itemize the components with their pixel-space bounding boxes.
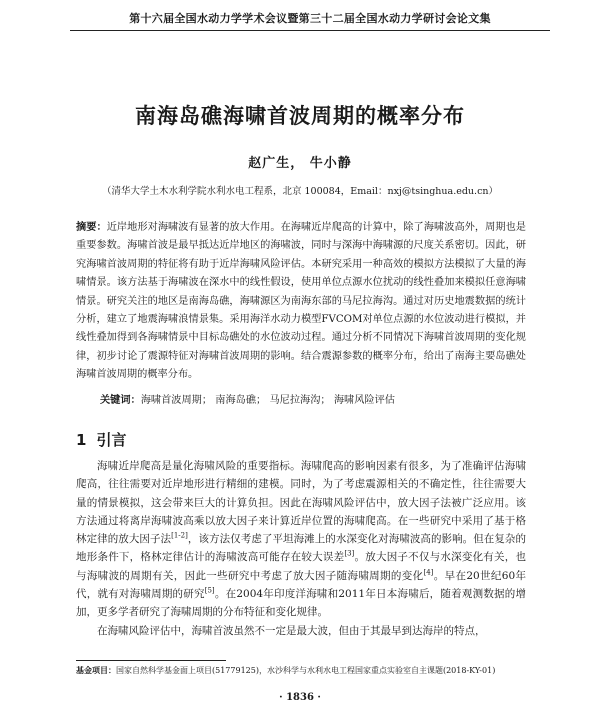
paper-title: 南海岛礁海啸首波周期的概率分布 — [135, 104, 465, 128]
p1-text-e: 。在2004年印度洋海啸和2011年日本海啸后，随着观测数据的增加，更多学者研究了海啸周期的分布特征和变化规律。 — [76, 588, 526, 619]
paper-affiliation: （清华大学土木水利学院水利水电工程系，北京 100084，Email：nxj@tsinghua.edu.cn） — [101, 186, 499, 197]
citation-2: [3] — [344, 549, 355, 558]
running-header: 第十六届全国水动力学学术会议暨第三十二届全国水动力学研讨会论文集 — [129, 12, 491, 25]
p1-text-a: 海啸近岸爬高是量化海啸风险的重要指标。海啸爬高的影响因素有很多，为了准确评估海啸爬高，往往需要对近岸地形进行精细的建模。同时，为了考虑震源相关的不确定性，往往需要大量的情景模拟，这会带来巨大的计算负担。因此在海啸风险评估中，放大因子法被广泛应用。该方法通过将离岸海啸波高乘以放大因子来计算近岸位置的海啸爬高。在一些研究中采用了基于格林定律的放大因子法 — [76, 460, 526, 546]
citation-4: [5] — [204, 586, 215, 595]
section-heading — [76, 429, 126, 450]
footnote-text: 国家自然科学基金面上项目(51779125)，水沙科学与水利水电工程国家重点实验室自主课题(2018-KY-01) — [116, 666, 496, 675]
header-rule — [70, 30, 550, 31]
abstract — [76, 218, 526, 385]
page-number: · 1836 · — [279, 692, 321, 703]
footnote-rule — [76, 660, 226, 661]
footnote-label: 基金项目： — [76, 665, 116, 675]
citation-1: [1-2] — [171, 531, 188, 540]
keywords-label: 关键词： — [100, 394, 141, 406]
p1-text-c: 。放大因子不仅与水深变化有关，也与海啸波的周期有关，因此一些研究中考虑了放大因子随海啸周期的变化 — [76, 551, 527, 582]
footnote — [76, 665, 526, 676]
section-title: 引言 — [96, 431, 127, 449]
paragraph-2: 在海啸风险评估中，海啸首波虽然不一定是最大波，但由于其最早到达海岸的特点， — [97, 624, 486, 637]
p1-text-b: ，该方法仅考虑了平坦海滩上的水深变化对海啸波高的影响。但在复杂的地形条件下，格林定律估计的海啸波高可能存在较大误差 — [76, 533, 527, 564]
citation-3: [4] — [423, 568, 434, 577]
abstract-label: 摘要： — [76, 221, 107, 233]
keywords-text: 海啸首波周期； 南海岛礁； 马尼拉海沟； 海啸风险评估 — [140, 395, 395, 406]
body-text — [76, 457, 526, 640]
abstract-text: 近岸地形对海啸波有显著的放大作用。在海啸近岸爬高的计算中，除了海啸波高外，周期也是重要参数。海啸首波是最早抵达近岸地区的海啸波，同时与深海中海啸源的尺度关系密切。因此，研究海啸首波周期的特征将有助于近岸海啸风险评估。本研究采用一种高效的模拟方法模拟了大量的海啸情景。该方法基于海啸波在深水中的线性假设，使用单位点源水位扰动的线性叠加来模拟任意海啸情景。研究关注的地区是南海岛礁，海啸源区为南海东部的马尼拉海沟。通过对历史地震数据的统计分析，建立了地震海啸浪情景集。采用海洋水动力模型FVCOM对单位点源的水位波动进行模拟，并线性叠加得到各海啸情景中目标岛礁处的水位波动过程。通过分析不同情况下海啸首波周期的变化规律，初步讨论了震源特征对海啸首波周期的影响。结合震源参数的概率分布，给出了南海主要岛礁处海啸首波周期的概率分布。 — [76, 222, 526, 381]
p1-text-d: 。早在20世纪60年代，就有对海啸周期的研究 — [76, 569, 526, 601]
paper-authors: 赵广生， 牛小静 — [248, 156, 352, 171]
section-number: 1 — [76, 431, 87, 449]
paragraph-1 — [76, 457, 526, 622]
keywords — [100, 391, 526, 406]
